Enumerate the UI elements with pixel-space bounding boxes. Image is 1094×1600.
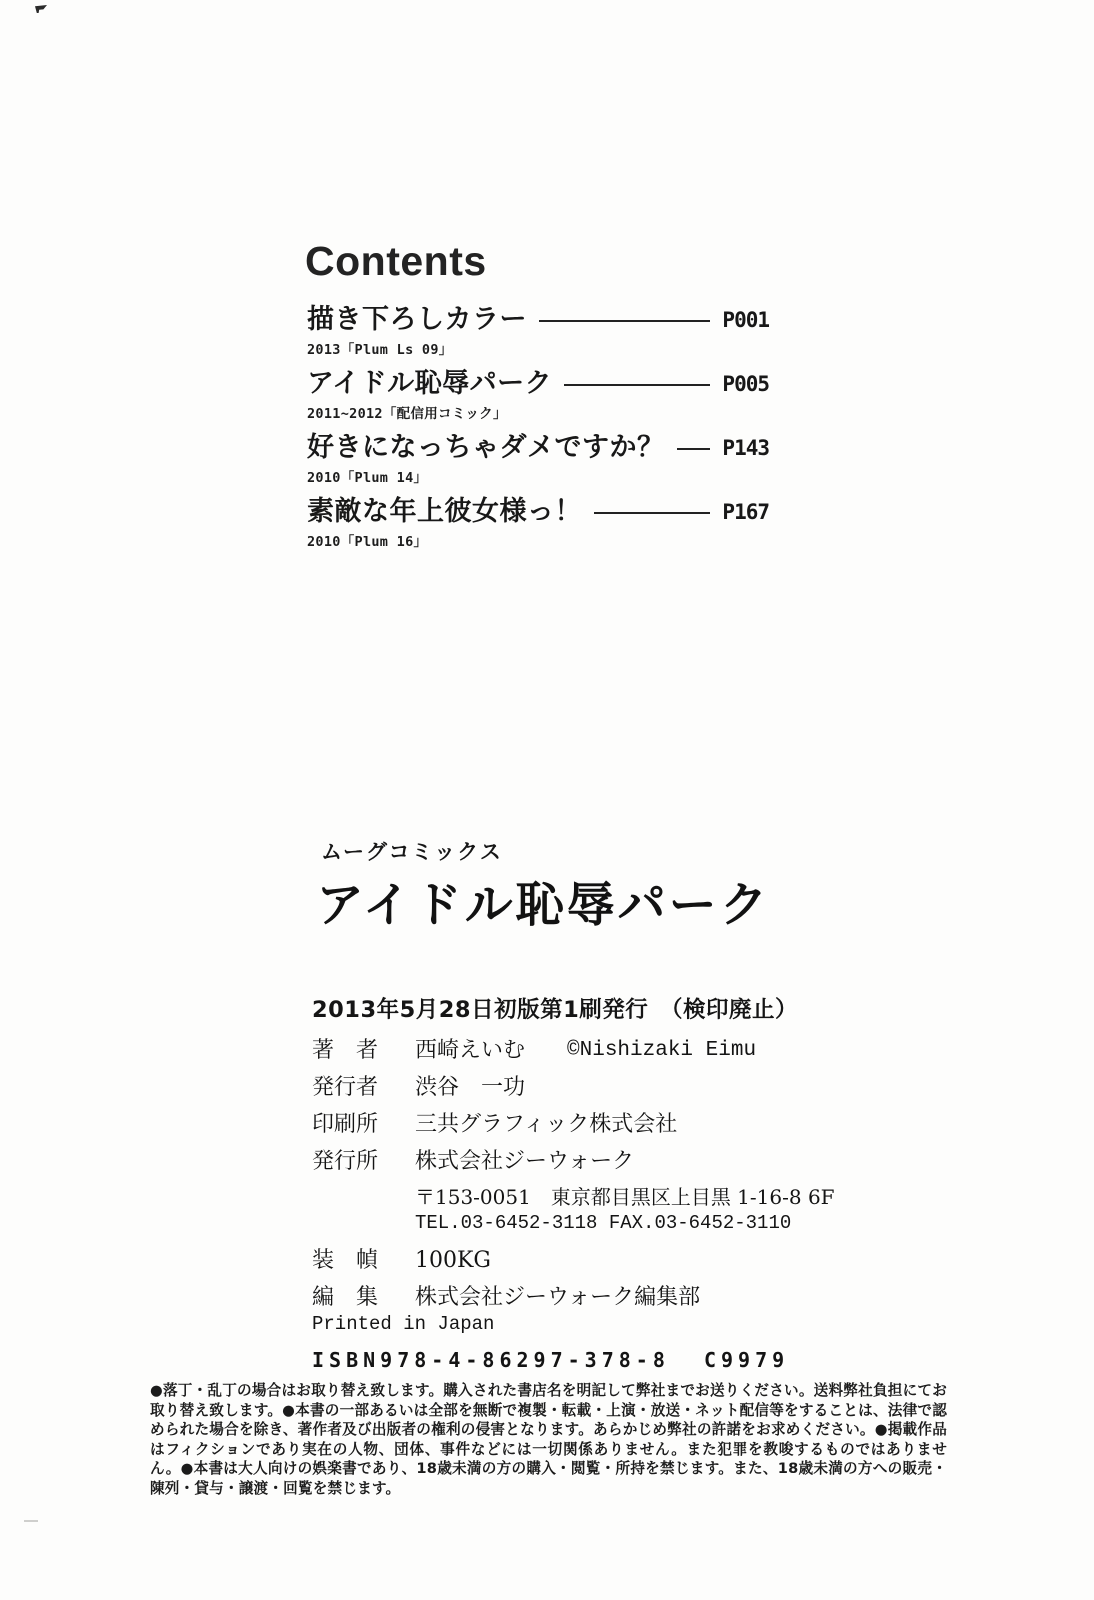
printer-name: 三共グラフィック株式会社 (415, 1112, 678, 1137)
copyright-credit: ©Nishizaki Eimu (567, 1039, 757, 1062)
author-name: 西崎えいむ (415, 1038, 526, 1063)
toc-leader-rule (539, 320, 710, 322)
edition-line: 2013年5月28日初版第1刷発行 （検印廃止） (312, 997, 798, 1023)
publisher-tel-fax: TEL.03-6452-3118 FAX.03-6452-3110 (415, 1212, 792, 1234)
printed-in-japan: Printed in Japan (312, 1313, 495, 1335)
toc-entry-note: 2010「Plum 14」 (307, 470, 428, 486)
book-title: アイドル恥辱パーク (316, 877, 771, 933)
publisher-address: 〒153-0051 東京都目黒区上目黒 1-16-8 6F (415, 1185, 835, 1209)
toc-entry-note: 2010「Plum 16」 (307, 534, 428, 550)
colophon-row-author (312, 1032, 952, 1069)
colophon-label: 印刷所 (312, 1112, 379, 1137)
series-label: ムーグコミックス (321, 840, 503, 864)
toc-entry-note: 2011~2012「配信用コミック」 (307, 406, 507, 422)
toc-entry-page: P001 (722, 307, 769, 332)
colophon-row-printer (312, 1106, 952, 1143)
colophon-row-editing (312, 1279, 952, 1316)
contents-heading: Contents (305, 238, 487, 284)
binding-name: 100KG (415, 1248, 492, 1273)
toc-entry (307, 431, 769, 486)
colophon-label: 発行者 (312, 1075, 379, 1100)
toc-entry-row (307, 367, 769, 400)
isbn-code: ISBN978-4-86297-378-8 C9979 (312, 1348, 790, 1372)
toc-entry (307, 303, 769, 358)
publisher-name: 渋谷 一功 (415, 1075, 526, 1100)
toc-entry-title: 描き下ろしカラー (307, 304, 527, 335)
legal-notice: ●落丁・乱丁の場合はお取り替え致します。購入された書店名を明記して弊社までお送りください。送料弊社負担にてお取り替え致します。●本書の一部あるいは全部を無断で複製・転載・上演・放送・ネット配信等をすることは、法律で認められた場合を除き、著作者及び出版者の権利の侵害となります。あらかじめ弊社の許諾をお求めください。●掲載作品はフィクションであり実在の人物、団体、事件などには一切関係ありません。また犯罪を教唆するものではありません。●本書は大人向けの娯楽書であり、18歳未満の方の購入・閲覧・所持を禁じます。また、18歳未満の方への販売・陳列・貸与・譲渡・回覧を禁じます。 (150, 1382, 947, 1497)
colophon-label: 装 幀 (312, 1248, 379, 1273)
toc-leader-rule (677, 448, 711, 450)
toc-entry-row (307, 431, 769, 464)
colophon-row-binding (312, 1242, 952, 1279)
toc-entry-row (307, 303, 769, 336)
toc-entry-title: 好きになっちゃダメですか？ (307, 432, 665, 463)
toc-leader-rule (594, 512, 710, 514)
toc-entry-note: 2013「Plum Ls 09」 (307, 342, 453, 358)
publishing-house-name: 株式会社ジーウォーク (415, 1149, 635, 1174)
colophon-row-publishing-house (312, 1143, 952, 1180)
toc-entry-page: P167 (722, 499, 769, 524)
edge-print-artifact (24, 1520, 38, 1522)
toc-entry (307, 495, 769, 550)
toc-entry-title: 素敵な年上彼女様っ！ (307, 496, 582, 527)
colophon-label: 著 者 (312, 1038, 379, 1063)
colophon-label: 編 集 (312, 1285, 379, 1310)
toc-entry-title: アイドル恥辱パーク (307, 368, 553, 399)
colophon-rows (312, 1032, 952, 1316)
editing-department-name: 株式会社ジーウォーク編集部 (415, 1285, 701, 1310)
table-of-contents (307, 303, 769, 559)
colophon-row-publisher (312, 1069, 952, 1106)
toc-entry-page: P143 (722, 435, 769, 460)
toc-entry (307, 367, 769, 422)
colophon-label: 発行所 (312, 1149, 379, 1174)
toc-entry-page: P005 (722, 371, 769, 396)
toc-entry-row (307, 495, 769, 528)
corner-print-artifact (35, 5, 47, 13)
toc-leader-rule (564, 384, 710, 386)
